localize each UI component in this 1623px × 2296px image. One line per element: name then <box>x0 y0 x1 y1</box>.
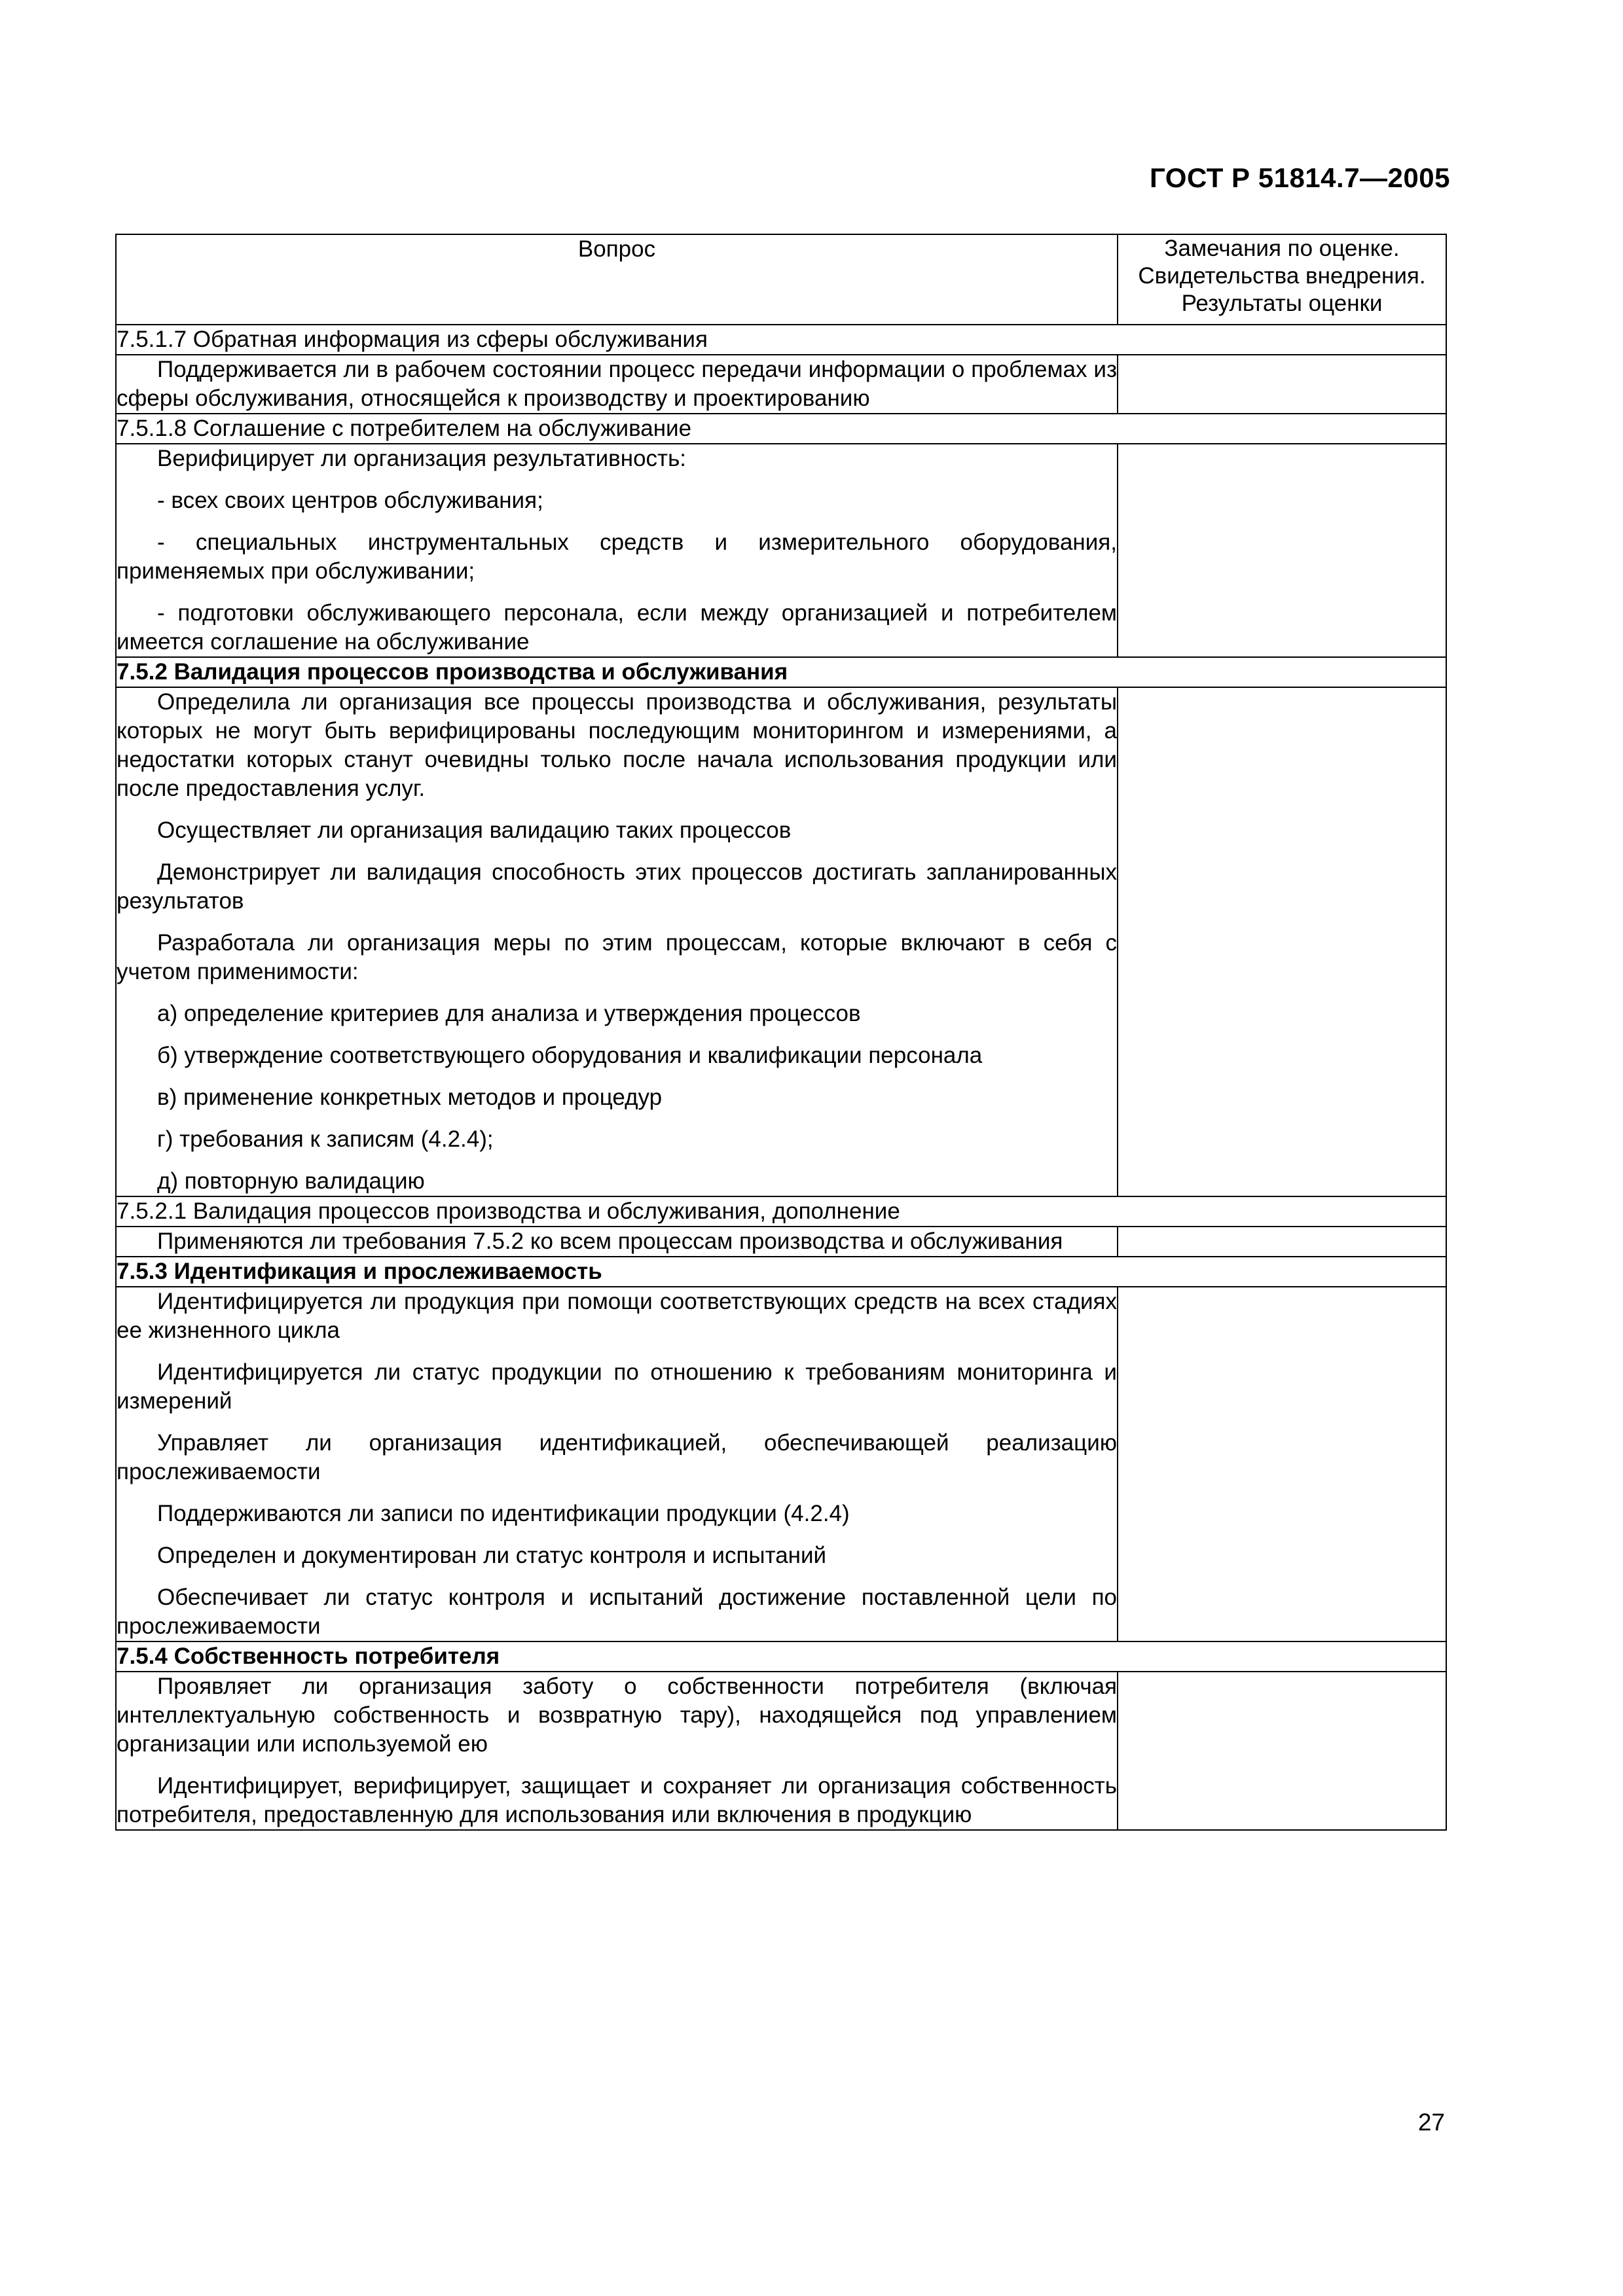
remarks-cell[interactable] <box>1118 687 1446 1196</box>
question-cell <box>116 444 1118 657</box>
section-heading-row <box>116 657 1446 687</box>
question-cell <box>116 1227 1118 1257</box>
question-text: Идентифицирует, верифицирует, защищает и сохраняет ли организация собственность потребителя, предоставленную для использования или включения в продукцию <box>117 1773 1117 1827</box>
section-heading-row <box>116 414 1446 444</box>
question-row <box>116 687 1446 1196</box>
question-cell <box>116 355 1118 414</box>
section-heading: 7.5.2 Валидация процессов производства и обслуживания <box>116 657 1446 687</box>
section-heading: 7.5.1.7 Обратная информация из сферы обслуживания <box>116 325 1446 355</box>
column-header-remarks: Замечания по оценке. Свидетельства внедрения. Результаты оценки <box>1118 234 1446 325</box>
table-body <box>116 325 1446 1830</box>
question-text: - всех своих центров обслуживания; <box>157 488 543 513</box>
page-number: 27 <box>1417 2109 1445 2136</box>
question-text: Демонстрирует ли валидация способность этих процессов достигать запланированных результатов <box>117 859 1117 914</box>
question-text: Поддерживается ли в рабочем состоянии процесс передачи информации о проблемах из сферы обслуживания, относящейся к производству и проектированию <box>117 357 1117 411</box>
question-row <box>116 1672 1446 1830</box>
question-text: Осуществляет ли организация валидацию таких процессов <box>157 817 792 843</box>
section-heading-row <box>116 1641 1446 1672</box>
question-text: Применяются ли требования 7.5.2 ко всем процессам производства и обслуживания <box>157 1229 1063 1254</box>
remarks-cell[interactable] <box>1118 1287 1446 1641</box>
question-text: Поддерживаются ли записи по идентификации продукции (4.2.4) <box>157 1501 850 1526</box>
question-text: б) утверждение соответствующего оборудования и квалификации персонала <box>157 1043 983 1068</box>
question-text: Обеспечивает ли статус контроля и испытаний достижение поставленной цели по прослеживаемости <box>117 1585 1117 1639</box>
question-cell <box>116 687 1118 1196</box>
question-text: - специальных инструментальных средств и измерительного оборудования, применяемых при обслуживании; <box>117 529 1117 584</box>
question-row <box>116 1287 1446 1641</box>
question-row <box>116 1227 1446 1257</box>
question-text: а) определение критериев для анализа и утверждения процессов <box>157 1001 861 1026</box>
question-text: - подготовки обслуживающего персонала, если между организацией и потребителем имеется соглашение на обслуживание <box>117 600 1117 655</box>
section-heading-row <box>116 1196 1446 1227</box>
section-heading: 7.5.2.1 Валидация процессов производства и обслуживания, дополнение <box>116 1196 1446 1227</box>
section-heading: 7.5.4 Собственность потребителя <box>116 1641 1446 1672</box>
question-cell <box>116 1672 1118 1830</box>
table-header-row <box>116 234 1446 325</box>
remarks-cell[interactable] <box>1118 444 1446 657</box>
section-heading: 7.5.1.8 Соглашение с потребителем на обслуживание <box>116 414 1446 444</box>
question-text: Идентифицируется ли продукция при помощи соответствующих средств на всех стадиях ее жизненного цикла <box>117 1289 1117 1343</box>
question-text: д) повторную валидацию <box>157 1168 425 1194</box>
question-text: Управляет ли организация идентификацией, обеспечивающей реализацию прослеживаемости <box>117 1430 1117 1484</box>
section-heading-row <box>116 325 1446 355</box>
question-text: Идентифицируется ли статус продукции по отношению к требованиям мониторинга и измерений <box>117 1359 1117 1414</box>
question-row <box>116 444 1446 657</box>
question-text: Проявляет ли организация заботу о собственности потребителя (включая интеллектуальную собственность и возвратную тару), находящейся под управлением организации или используемой ею <box>117 1674 1117 1757</box>
remarks-cell[interactable] <box>1118 355 1446 414</box>
column-header-question: Вопрос <box>116 234 1118 325</box>
audit-checklist-table <box>115 234 1447 1831</box>
question-text: Определила ли организация все процессы производства и обслуживания, результаты которых не могут быть верифицированы последующим мониторингом и измерениями, а недостатки которых станут очевидны только после начала использования продукции или после предоставления услуг. <box>117 689 1117 801</box>
question-cell <box>116 1287 1118 1641</box>
question-text: Разработала ли организация меры по этим процессам, которые включают в себя с учетом применимости: <box>117 930 1117 984</box>
question-row <box>116 355 1446 414</box>
question-text: в) применение конкретных методов и процедур <box>157 1085 663 1110</box>
question-text: г) требования к записям (4.2.4); <box>157 1126 494 1152</box>
question-text: Определен и документирован ли статус контроля и испытаний <box>157 1543 827 1568</box>
question-text: Верифицирует ли организация результативность: <box>157 446 687 471</box>
remarks-cell[interactable] <box>1118 1672 1446 1830</box>
remarks-cell[interactable] <box>1118 1227 1446 1257</box>
section-heading-row <box>116 1257 1446 1287</box>
section-heading: 7.5.3 Идентификация и прослеживаемость <box>116 1257 1446 1287</box>
document-code: ГОСТ Р 51814.7—2005 <box>1150 162 1450 193</box>
